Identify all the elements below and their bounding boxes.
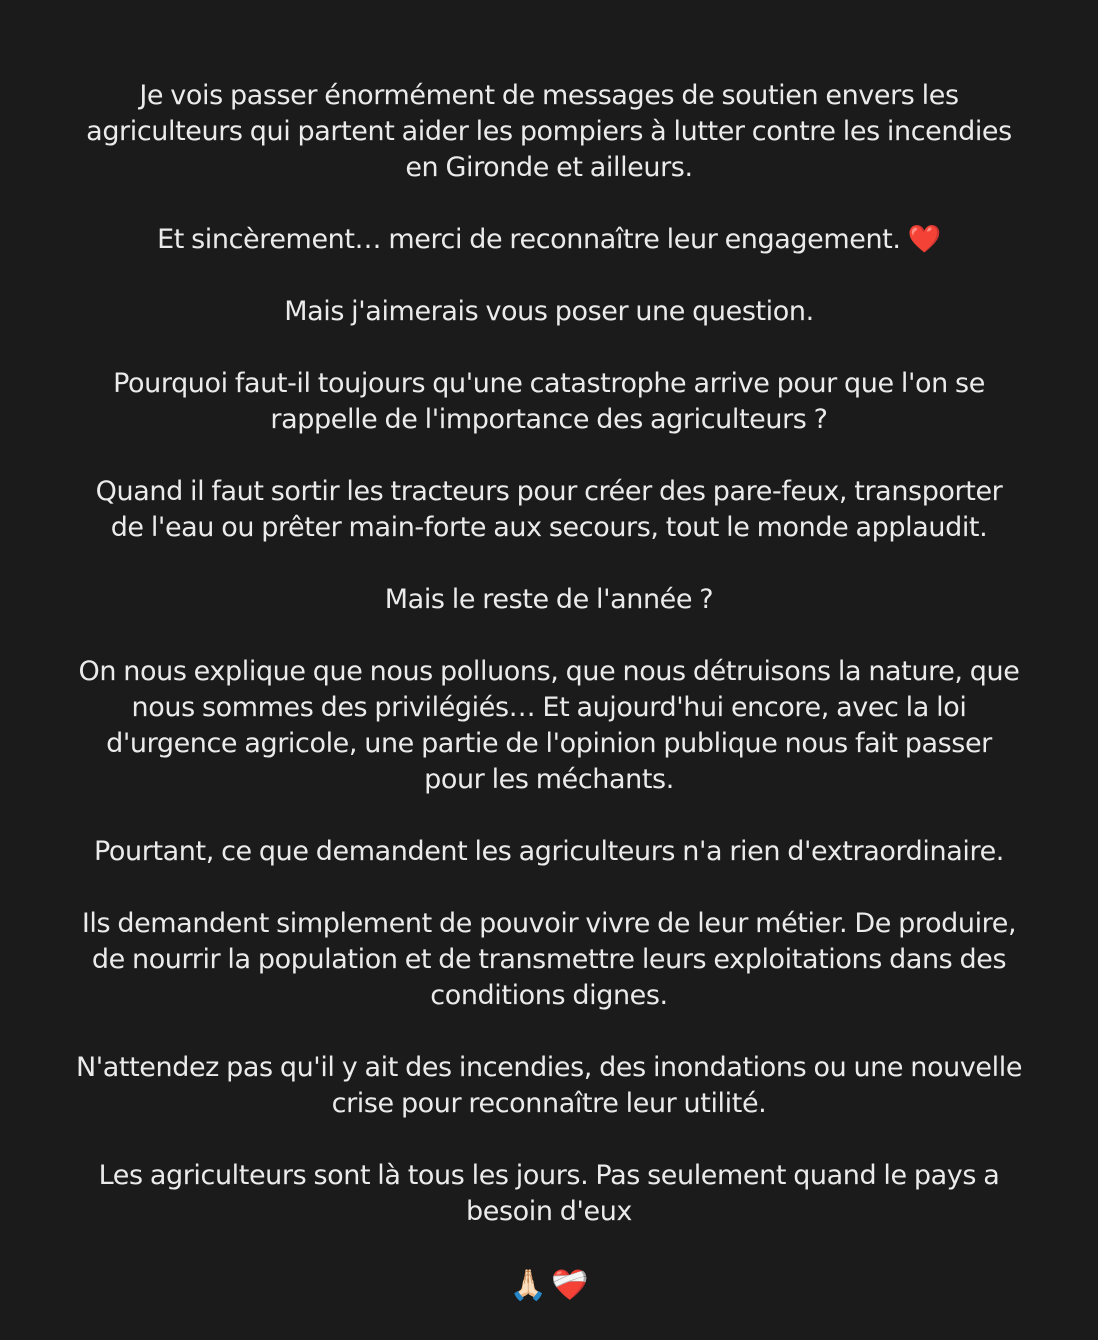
paragraph-intro: Je vois passer énormément de messages de soutien envers les agriculteurs qui partent aider les pompiers à lutter contre les incendies en Gironde et ailleurs. (86, 80, 1012, 183)
paragraph-thanks: Et sincèrement… merci de reconnaître leur engagement. ❤️ (157, 224, 941, 255)
paragraph-question: Pourquoi faut-il toujours qu'une catastrophe arrive pour que l'on se rappelle de l'importance des agriculteurs ? (113, 368, 985, 435)
paragraph-tractors: Quand il faut sortir les tracteurs pour créer des pare-feux, transporter de l'eau ou prêter main-forte aux secours, tout le monde applaudit. (95, 476, 1003, 543)
paragraph-rest-of-year: Mais le reste de l'année ? (384, 584, 714, 615)
paragraph-criticism: On nous explique que nous polluons, que nous détruisons la nature, que nous sommes des privilégiés… Et aujourd'hui encore, avec la loi d'urgence agricole, une partie de l'opinion publique nous fait passer pour les méchants. (78, 656, 1020, 795)
paragraph-closing: Les agriculteurs sont là tous les jours. Pas seulement quand le pays a besoin d'eux (98, 1160, 1000, 1227)
paragraph-appeal: N'attendez pas qu'il y ait des incendies, des inondations ou une nouvelle crise pour reconnaître leur utilité. (75, 1052, 1023, 1119)
mending-heart-icon: ❤️‍🩹 (551, 1268, 589, 1303)
praying-hands-icon: 🙏🏻 (509, 1268, 547, 1303)
story-text-container (40, 78, 1058, 1306)
paragraph-question-intro: Mais j'aimerais vous poser une question. (284, 296, 814, 327)
paragraph-demands: Ils demandent simplement de pouvoir vivre de leur métier. De produire, de nourrir la population et de transmettre leurs exploitations dans des conditions dignes. (81, 908, 1017, 1011)
emoji-row (40, 1266, 1058, 1306)
paragraph-demands-intro: Pourtant, ce que demandent les agriculteurs n'a rien d'extraordinaire. (94, 836, 1004, 867)
